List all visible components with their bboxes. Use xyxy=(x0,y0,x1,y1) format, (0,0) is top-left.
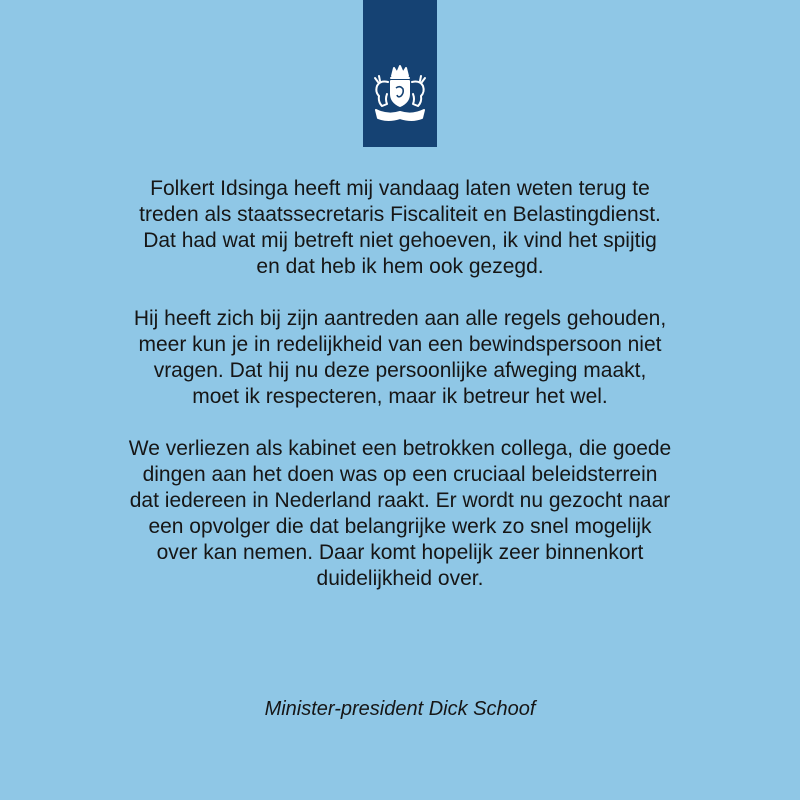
statement-paragraph xyxy=(40,436,760,592)
signature: Minister-president Dick Schoof xyxy=(264,698,536,720)
statement-line: treden als staatssecretaris Fiscaliteit en Belastingdienst. xyxy=(139,203,661,226)
statement-line: Dat had wat mij betreft niet gehoeven, ik vind het spijtig xyxy=(143,229,657,252)
logo-banner xyxy=(363,0,437,147)
statement-line: over kan nemen. Daar komt hopelijk zeer binnenkort xyxy=(156,541,644,564)
statement-line: duidelijkheid over. xyxy=(316,567,484,590)
statement-paragraph xyxy=(40,176,760,280)
statement-line: meer kun je in redelijkheid van een bewindspersoon niet xyxy=(138,333,662,356)
statement-line: en dat heb ik hem ook gezegd. xyxy=(256,255,544,278)
statement-line: dat iedereen in Nederland raakt. Er wordt nu gezocht naar xyxy=(129,489,671,512)
statement-line: Folkert Idsinga heeft mij vandaag laten weten terug te xyxy=(150,177,650,200)
dutch-royal-coat-of-arms-icon xyxy=(370,62,430,132)
statement-line: moet ik respecteren, maar ik betreur het wel. xyxy=(192,385,608,408)
statement-line: een opvolger die dat belangrijke werk zo snel mogelijk xyxy=(148,515,652,538)
statement-line: vragen. Dat hij nu deze persoonlijke afweging maakt, xyxy=(153,359,647,382)
statement-line: Hij heeft zich bij zijn aantreden aan alle regels gehouden, xyxy=(133,307,667,330)
statement xyxy=(40,176,760,618)
statement-line: dingen aan het doen was op een cruciaal beleidsterrein xyxy=(142,463,658,486)
statement-line: We verliezen als kabinet een betrokken collega, die goede xyxy=(128,437,672,460)
statement-paragraph xyxy=(40,306,760,410)
